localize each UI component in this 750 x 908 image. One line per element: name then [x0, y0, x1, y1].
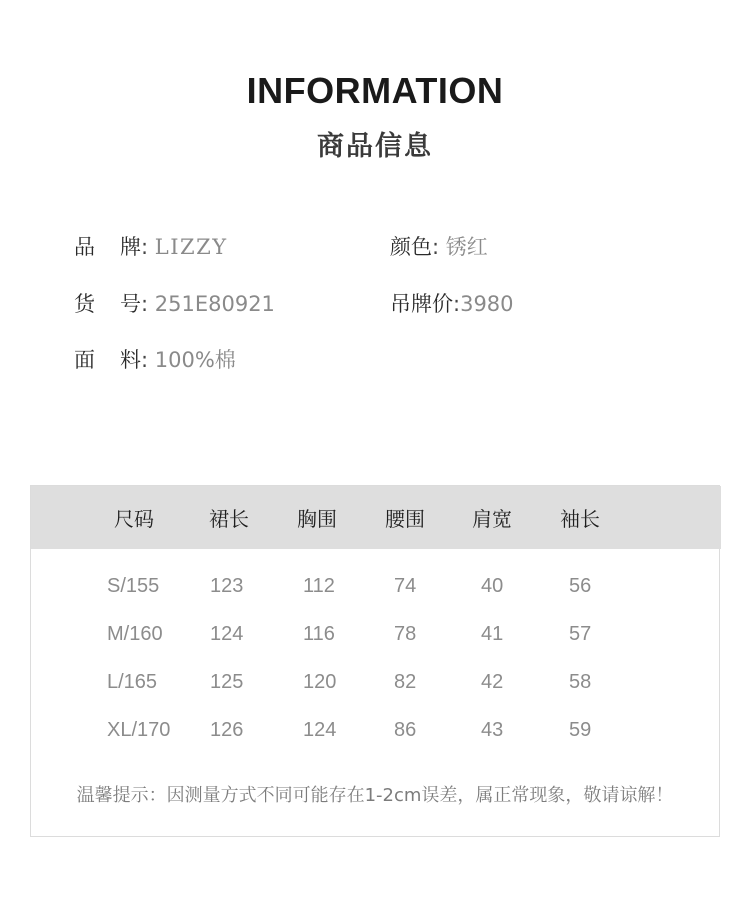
cell-bust: 112	[303, 575, 335, 597]
cell-size: XL/170	[107, 719, 171, 741]
cell-bust: 120	[303, 671, 337, 693]
cell-skirt-length: 125	[210, 671, 244, 693]
info-brand	[74, 232, 228, 262]
cell-bust: 124	[303, 719, 337, 741]
cell-shoulder: 41	[481, 623, 504, 645]
header-bust: 胸围	[297, 507, 337, 531]
brand-label-a: 品	[74, 235, 95, 259]
header-shoulder: 肩宽	[472, 507, 512, 531]
color-value: 锈红	[445, 235, 488, 259]
info-color	[390, 232, 488, 262]
cell-shoulder: 42	[481, 671, 504, 693]
info-sku	[74, 289, 275, 319]
cell-shoulder: 40	[481, 575, 504, 597]
cell-skirt-length: 124	[210, 623, 244, 645]
cell-skirt-length: 123	[210, 575, 244, 597]
header-size: 尺码	[114, 507, 154, 531]
sku-sep: :	[141, 292, 149, 316]
header-waist: 腰围	[385, 507, 425, 531]
header-skirt-length: 裙长	[209, 507, 249, 531]
info-fabric	[74, 345, 236, 375]
sku-value: 251E80921	[154, 292, 275, 316]
brand-value: LIZZY	[154, 235, 228, 259]
title-cn: 商品信息	[317, 131, 433, 162]
color-label: 颜色	[390, 235, 432, 259]
color-sep: :	[432, 235, 440, 259]
cell-size: L/165	[107, 671, 158, 693]
price-value: 3980	[460, 292, 514, 316]
size-note: 温馨提示：因测量方式不同可能存在1-2cm误差，属正常现象，敬请谅解！	[76, 785, 674, 806]
fabric-label-a: 面	[74, 348, 95, 372]
title-en: INFORMATION	[246, 70, 504, 111]
info-price	[390, 289, 514, 319]
size-table	[30, 485, 720, 837]
cell-sleeve: 56	[569, 575, 592, 597]
cell-waist: 86	[394, 719, 417, 741]
cell-size: S/155	[107, 575, 160, 597]
cell-waist: 82	[394, 671, 417, 693]
cell-skirt-length: 126	[210, 719, 244, 741]
sku-label-b: 号	[120, 292, 141, 316]
cell-waist: 74	[394, 575, 417, 597]
fabric-value: 100%棉	[154, 348, 236, 372]
cell-sleeve: 59	[569, 719, 592, 741]
price-sep: :	[453, 292, 461, 316]
cell-size: M/160	[107, 623, 163, 645]
sku-label-a: 货	[74, 292, 95, 316]
price-label: 吊牌价	[390, 292, 453, 316]
fabric-label-b: 料	[120, 348, 141, 372]
cell-waist: 78	[394, 623, 417, 645]
brand-sep: :	[141, 235, 149, 259]
cell-sleeve: 58	[569, 671, 592, 693]
size-table-header	[31, 486, 721, 549]
cell-sleeve: 57	[569, 623, 592, 645]
brand-label-b: 牌	[120, 235, 141, 259]
header-sleeve: 袖长	[560, 507, 600, 531]
cell-shoulder: 43	[481, 719, 504, 741]
cell-bust: 116	[303, 623, 335, 645]
fabric-sep: :	[141, 348, 149, 372]
